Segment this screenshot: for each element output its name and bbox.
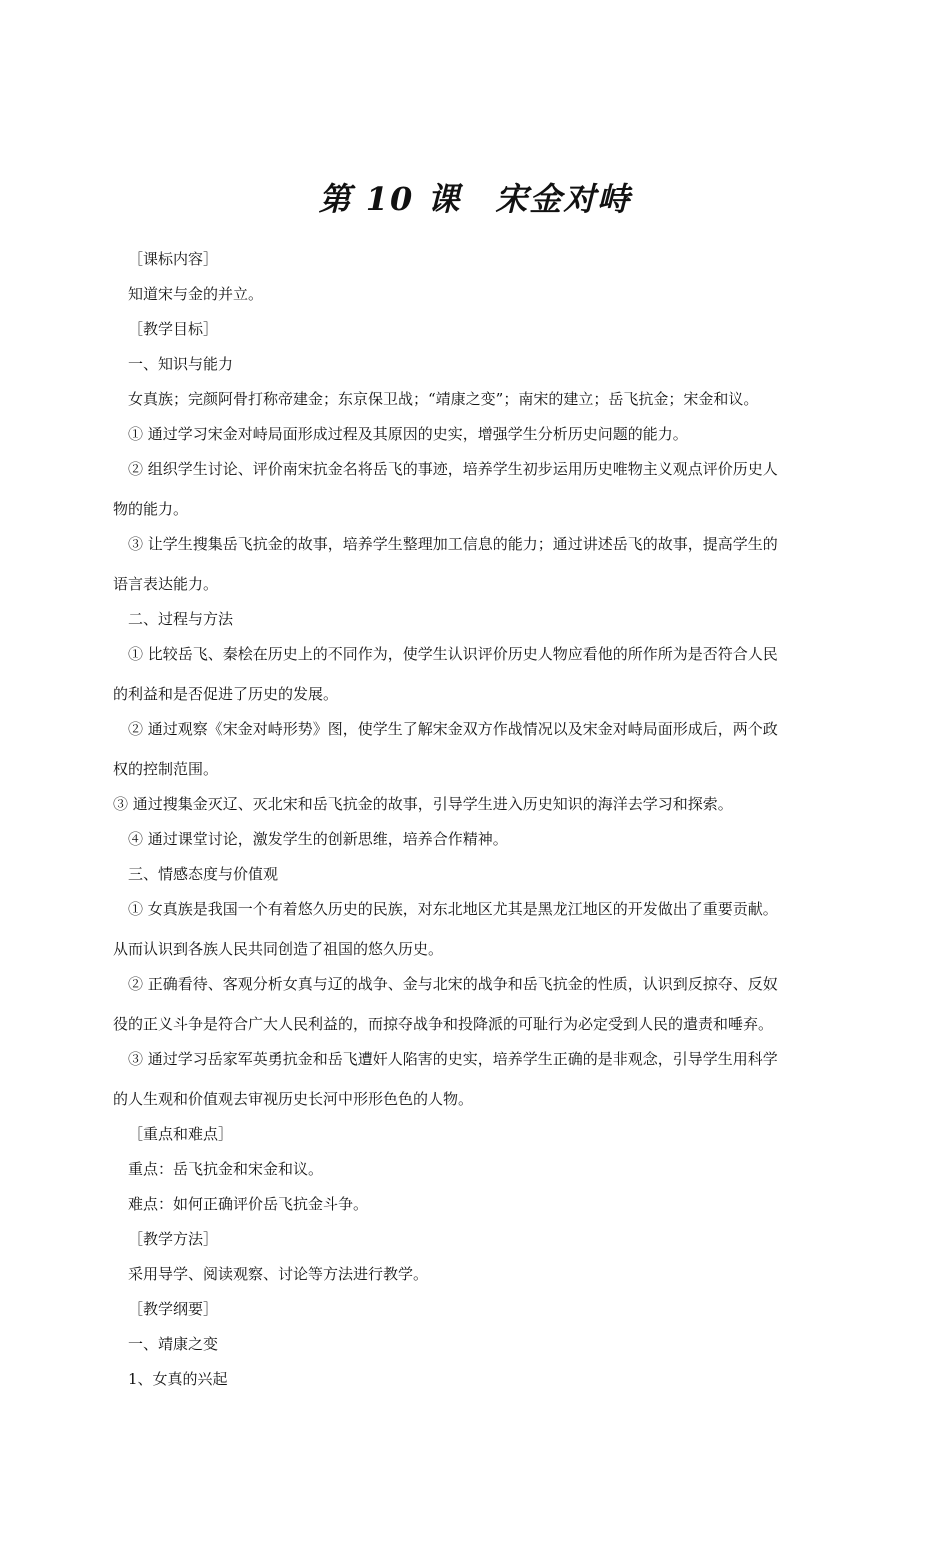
paragraph-line: 难点：如何正确评价岳飞抗金斗争。 xyxy=(128,1195,369,1213)
paragraph-line: ① 女真族是我国一个有着悠久历史的民族，对东北地区尤其是黑龙江地区的开发做出了重要贡献。 xyxy=(128,900,778,918)
paragraph-line: ③ 通过搜集金灭辽、灭北宋和岳飞抗金的故事，引导学生进入历史知识的海洋去学习和探索。 xyxy=(113,795,733,813)
section-heading: ［课标内容］ xyxy=(128,250,219,268)
paragraph-line: 重点：岳飞抗金和宋金和议。 xyxy=(128,1160,324,1178)
paragraph-line: ③ 让学生搜集岳飞抗金的故事，培养学生整理加工信息的能力；通过讲述岳飞的故事，提高学生的 xyxy=(128,535,778,553)
subsection-heading: 二、过程与方法 xyxy=(128,610,234,628)
paragraph-line: 从而认识到各族人民共同创造了祖国的悠久历史。 xyxy=(113,940,444,958)
section-heading: ［重点和难点］ xyxy=(128,1125,234,1143)
section-heading: ［教学方法］ xyxy=(128,1230,219,1248)
paragraph-line: ① 比较岳飞、秦桧在历史上的不同作为，使学生认识评价历史人物应看他的所作所为是否符合人民 xyxy=(128,645,778,663)
paragraph-line: 权的控制范围。 xyxy=(113,760,219,778)
paragraph-line: ① 通过学习宋金对峙局面形成过程及其原因的史实，增强学生分析历史问题的能力。 xyxy=(128,425,688,443)
paragraph-line: 采用导学、阅读观察、讨论等方法进行教学。 xyxy=(128,1265,429,1283)
subsection-heading: 1、女真的兴起 xyxy=(128,1370,228,1388)
subsection-heading: 一、靖康之变 xyxy=(128,1335,219,1353)
paragraph-line: 语言表达能力。 xyxy=(113,575,219,593)
paragraph-line: 知道宋与金的并立。 xyxy=(128,285,264,303)
paragraph-line: 物的能力。 xyxy=(113,500,189,518)
paragraph-line: 役的正义斗争是符合广大人民利益的，而掠夺战争和投降派的可耻行为必定受到人民的遣责和唾弃。 xyxy=(113,1015,774,1033)
paragraph-line: ③ 通过学习岳家军英勇抗金和岳飞遭奸人陷害的史实，培养学生正确的是非观念，引导学生用科学 xyxy=(128,1050,778,1068)
paragraph-line: ② 通过观察《宋金对峙形势》图，使学生了解宋金双方作战情况以及宋金对峙局面形成后，两个政 xyxy=(128,720,778,738)
section-heading: ［教学目标］ xyxy=(128,320,219,338)
page-title: 第 10 课 宋金对峙 xyxy=(318,180,632,218)
paragraph-line: 女真族；完颜阿骨打称帝建金；东京保卫战；“靖康之变”；南宋的建立；岳飞抗金；宋金和议。 xyxy=(128,390,759,408)
paragraph-line: 的人生观和价值观去审视历史长河中形形色色的人物。 xyxy=(113,1090,474,1108)
section-heading: ［教学纲要］ xyxy=(128,1300,219,1318)
subsection-heading: 一、知识与能力 xyxy=(128,355,234,373)
paragraph-line: ② 组织学生讨论、评价南宋抗金名将岳飞的事迹，培养学生初步运用历史唯物主义观点评价历史人 xyxy=(128,460,778,478)
subsection-heading: 三、情感态度与价值观 xyxy=(128,865,279,883)
paragraph-line: ② 正确看待、客观分析女真与辽的战争、金与北宋的战争和岳飞抗金的性质，认识到反掠夺、反奴 xyxy=(128,975,778,993)
paragraph-line: ④ 通过课堂讨论，激发学生的创新思维，培养合作精神。 xyxy=(128,830,508,848)
paragraph-line: 的利益和是否促进了历史的发展。 xyxy=(113,685,339,703)
